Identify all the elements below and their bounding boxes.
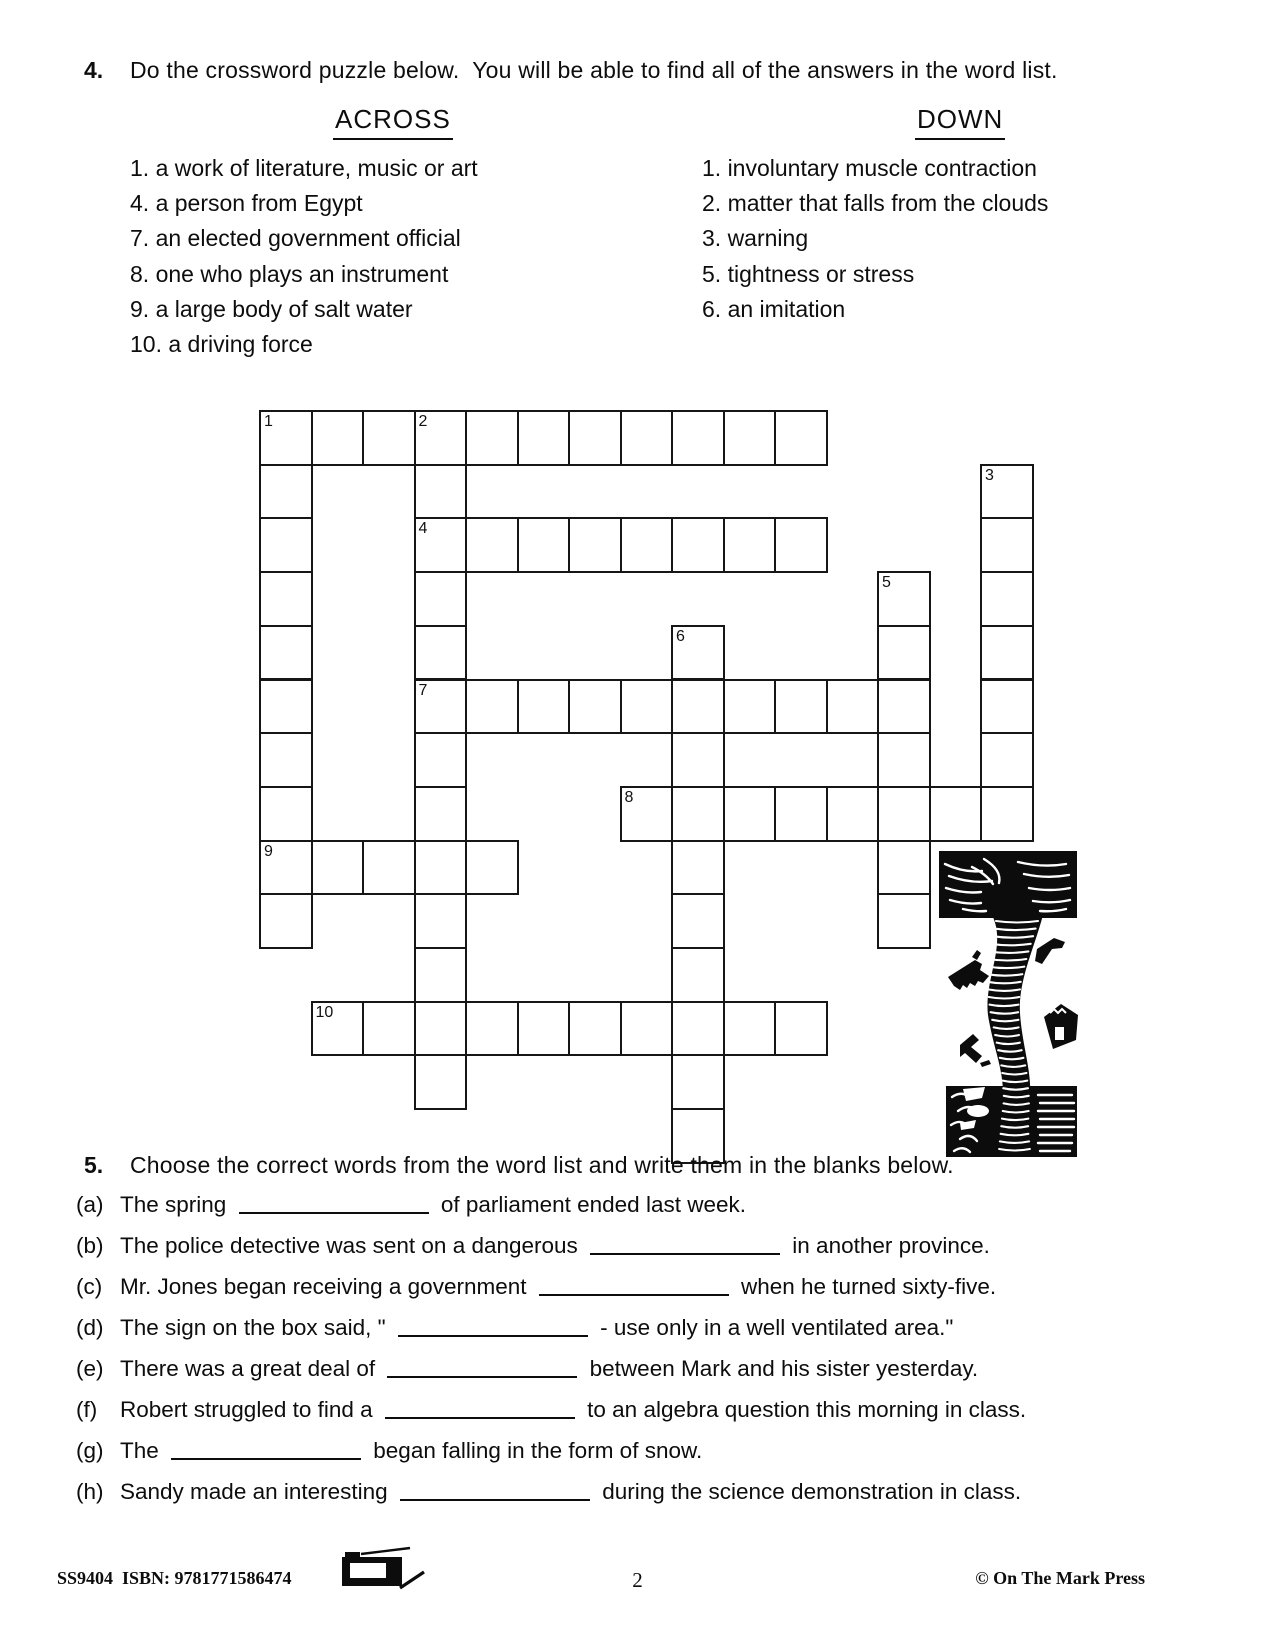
crossword-cell[interactable] xyxy=(671,732,725,788)
item-label: (c) xyxy=(76,1274,103,1299)
crossword-cell[interactable] xyxy=(671,679,725,735)
fill-item: Mr. Jones began receiving a government when he turned sixty-five. xyxy=(120,1274,997,1299)
crossword-cell[interactable] xyxy=(671,625,725,681)
crossword-clue-number: 7 xyxy=(418,681,428,699)
fill-item: There was a great deal of between Mark and his sister yesterday. xyxy=(120,1356,979,1381)
crossword-cell[interactable] xyxy=(517,679,571,735)
crossword-cell[interactable] xyxy=(414,571,468,627)
crossword-cell[interactable] xyxy=(465,410,519,466)
item-label: (e) xyxy=(76,1356,104,1381)
crossword-cell[interactable] xyxy=(671,1054,725,1110)
crossword-cell[interactable] xyxy=(774,786,828,842)
crossword-cell[interactable] xyxy=(826,786,880,842)
crossword-cell[interactable] xyxy=(671,893,725,949)
down-clue: 2. matter that falls from the clouds xyxy=(702,190,1049,217)
crossword-cell[interactable] xyxy=(671,786,725,842)
crossword-cell[interactable] xyxy=(414,464,468,520)
crossword-cell[interactable] xyxy=(259,679,313,735)
crossword-cell[interactable] xyxy=(671,1001,725,1057)
crossword-cell[interactable] xyxy=(877,571,931,627)
crossword-clue-number: 10 xyxy=(315,1003,334,1021)
down-header: DOWN xyxy=(915,104,1005,140)
crossword-cell[interactable] xyxy=(877,893,931,949)
fill-item: The began falling in the form of snow. xyxy=(120,1438,703,1463)
crossword-cell[interactable] xyxy=(980,625,1034,681)
crossword-cell[interactable] xyxy=(362,1001,416,1057)
question-5-title: Choose the correct words from the word list and write them in the blanks below. xyxy=(130,1152,954,1178)
crossword-cell[interactable] xyxy=(826,679,880,735)
answer-blank[interactable] xyxy=(387,1362,577,1378)
crossword-cell[interactable] xyxy=(414,840,468,896)
crossword-cell[interactable] xyxy=(980,571,1034,627)
crossword-cell[interactable] xyxy=(259,410,313,466)
crossword-cell[interactable] xyxy=(877,625,931,681)
crossword-cell[interactable] xyxy=(568,410,622,466)
question-4-title: Do the crossword puzzle below. You will be able to find all of the answers in the word list. xyxy=(130,57,1058,83)
crossword-clue-number: 5 xyxy=(882,574,891,592)
crossword-cell[interactable] xyxy=(620,1001,674,1057)
crossword-cell[interactable] xyxy=(414,1054,468,1110)
answer-blank[interactable] xyxy=(400,1485,590,1501)
fill-item: Sandy made an interesting during the science demonstration in class. xyxy=(120,1479,1022,1504)
answer-blank[interactable] xyxy=(590,1239,780,1255)
crossword-clue-number: 2 xyxy=(418,413,428,430)
crossword-cell[interactable] xyxy=(568,517,622,573)
fill-item: Robert struggled to find a to an algebra question this morning in class. xyxy=(120,1397,1027,1422)
crossword-clue-number: 4 xyxy=(418,520,428,538)
crossword-cell[interactable] xyxy=(723,786,777,842)
crossword-cell[interactable] xyxy=(517,517,571,573)
crossword-cell[interactable] xyxy=(980,464,1034,520)
crossword-cell[interactable] xyxy=(414,947,468,1003)
crossword-cell[interactable] xyxy=(465,1001,519,1057)
crossword-cell[interactable] xyxy=(414,893,468,949)
footer-copyright: © On The Mark Press xyxy=(975,1568,1145,1588)
crossword-cell[interactable] xyxy=(774,679,828,735)
crossword-cell[interactable] xyxy=(362,410,416,466)
across-clue: 1. a work of literature, music or art xyxy=(130,155,478,181)
crossword-cell[interactable] xyxy=(980,786,1034,842)
down-clue: 5. tightness or stress xyxy=(702,260,915,287)
crossword-clue-number: 3 xyxy=(985,466,994,484)
fill-item: The police detective was sent on a dangerous in another province. xyxy=(120,1233,990,1258)
footer-isbn: SS9404 ISBN: 9781771586474 xyxy=(57,1568,292,1588)
crossword-cell[interactable] xyxy=(877,840,931,896)
press-logo-icon xyxy=(328,1545,428,1593)
down-clue: 6. an imitation xyxy=(702,295,846,322)
crossword-cell[interactable] xyxy=(980,732,1034,788)
across-clue: 9. a large body of salt water xyxy=(130,295,413,322)
crossword-cell[interactable] xyxy=(414,517,468,573)
fill-item: The sign on the box said, " - use only in a well ventilated area." xyxy=(120,1315,954,1340)
across-clue: 10. a driving force xyxy=(130,331,313,358)
crossword-cell[interactable] xyxy=(259,893,313,949)
item-label: (f) xyxy=(76,1397,98,1422)
crossword-clue-number: 1 xyxy=(264,413,273,430)
crossword-cell[interactable] xyxy=(414,1001,468,1057)
crossword-cell[interactable] xyxy=(620,786,674,842)
crossword-cell[interactable] xyxy=(671,410,725,466)
crossword-cell[interactable] xyxy=(414,786,468,842)
footer-page-number: 2 xyxy=(632,1568,643,1592)
crossword-cell[interactable] xyxy=(465,517,519,573)
crossword-cell[interactable] xyxy=(465,679,519,735)
crossword-cell[interactable] xyxy=(259,840,313,896)
across-clue: 7. an elected government official xyxy=(130,225,461,252)
item-label: (g) xyxy=(76,1438,104,1463)
crossword-cell[interactable] xyxy=(259,571,313,627)
answer-blank[interactable] xyxy=(239,1198,429,1214)
crossword-cell[interactable] xyxy=(929,786,983,842)
across-header: ACROSS xyxy=(333,104,453,140)
crossword-cell[interactable] xyxy=(259,464,313,520)
crossword-cell[interactable] xyxy=(980,517,1034,573)
crossword-cell[interactable] xyxy=(620,517,674,573)
crossword-cell[interactable] xyxy=(311,840,365,896)
fill-item: The spring of parliament ended last week. xyxy=(120,1192,746,1217)
tornado-illustration xyxy=(936,849,1084,1161)
crossword-cell[interactable] xyxy=(723,410,777,466)
question-5-number: 5. xyxy=(84,1152,104,1178)
crossword-cell[interactable] xyxy=(414,679,468,735)
across-clue: 8. one who plays an instrument xyxy=(130,260,449,287)
answer-blank[interactable] xyxy=(385,1403,575,1419)
crossword-cell[interactable] xyxy=(980,679,1034,735)
crossword-cell[interactable] xyxy=(414,732,468,788)
crossword-cell[interactable] xyxy=(259,625,313,681)
crossword-cell[interactable] xyxy=(311,1001,365,1057)
crossword-cell[interactable] xyxy=(517,410,571,466)
down-clue-list xyxy=(702,151,1048,327)
crossword-clue-number: 8 xyxy=(624,788,634,806)
crossword-cell[interactable] xyxy=(671,840,725,896)
crossword-cell[interactable] xyxy=(414,410,468,466)
answer-blank[interactable] xyxy=(539,1280,729,1296)
crossword-cell[interactable] xyxy=(671,517,725,573)
item-label: (a) xyxy=(76,1192,104,1217)
crossword-cell[interactable] xyxy=(774,410,828,466)
crossword-cell[interactable] xyxy=(723,517,777,573)
across-clue: 4. a person from Egypt xyxy=(130,190,363,217)
item-label: (h) xyxy=(76,1479,104,1504)
crossword-cell[interactable] xyxy=(723,679,777,735)
answer-blank[interactable] xyxy=(398,1321,588,1337)
crossword-cell[interactable] xyxy=(259,517,313,573)
crossword-cell[interactable] xyxy=(877,786,931,842)
down-clue: 3. warning xyxy=(702,225,809,252)
crossword-clue-number: 9 xyxy=(264,842,273,860)
crossword-cell[interactable] xyxy=(517,1001,571,1057)
crossword-cell[interactable] xyxy=(259,786,313,842)
crossword-cell[interactable] xyxy=(465,840,519,896)
crossword-cell[interactable] xyxy=(259,732,313,788)
crossword-cell[interactable] xyxy=(723,1001,777,1057)
crossword-cell[interactable] xyxy=(877,679,931,735)
across-clue-list xyxy=(130,151,478,362)
question-4-number: 4. xyxy=(84,57,104,83)
crossword-cell[interactable] xyxy=(362,840,416,896)
crossword-cell[interactable] xyxy=(311,410,365,466)
item-label: (d) xyxy=(76,1315,104,1340)
crossword-cell[interactable] xyxy=(620,679,674,735)
crossword-cell[interactable] xyxy=(774,1001,828,1057)
crossword-cell[interactable] xyxy=(620,410,674,466)
item-label: (b) xyxy=(76,1233,104,1258)
crossword-cell[interactable] xyxy=(568,1001,622,1057)
down-clue: 1. involuntary muscle contraction xyxy=(702,155,1037,181)
answer-blank[interactable] xyxy=(171,1444,361,1460)
crossword-cell[interactable] xyxy=(877,732,931,788)
crossword-clue-number: 6 xyxy=(676,627,685,645)
crossword-cell[interactable] xyxy=(414,625,468,681)
crossword-cell[interactable] xyxy=(671,947,725,1003)
crossword-cell[interactable] xyxy=(774,517,828,573)
crossword-cell[interactable] xyxy=(568,679,622,735)
